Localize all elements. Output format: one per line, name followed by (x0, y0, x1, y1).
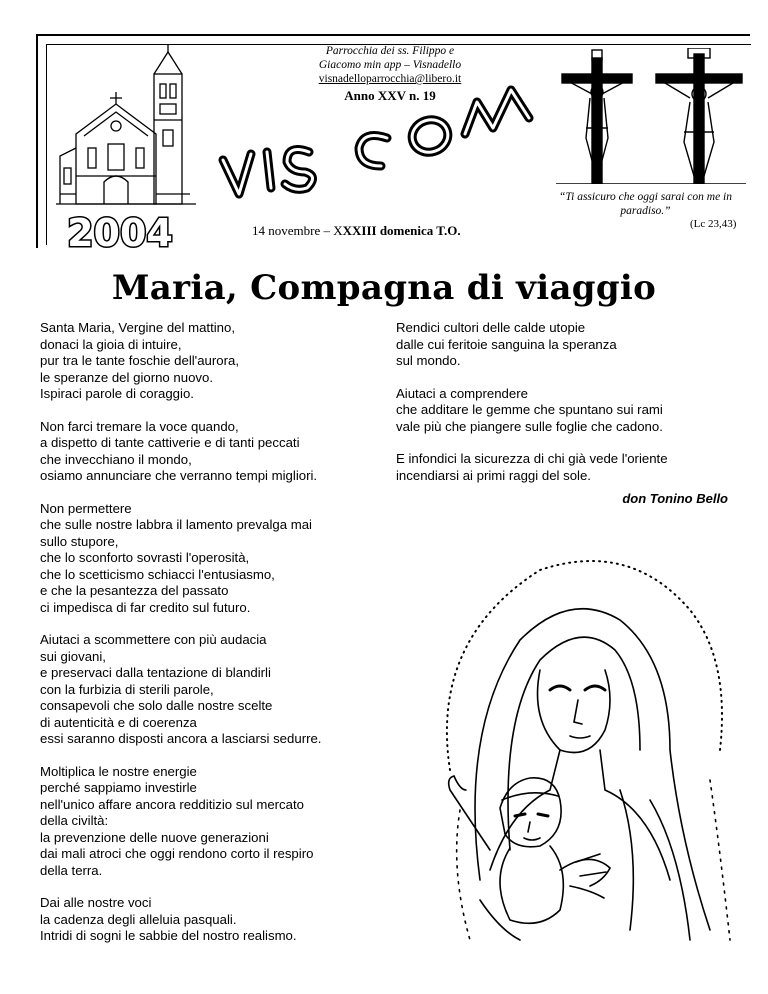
year-badge (60, 212, 180, 252)
date-prefix: 14 novembre – X (252, 223, 343, 238)
viscom-logo (215, 72, 555, 212)
stanza: Non permettere che sulle nostre labbra il lamento prevalga mai sullo stupore, che lo sconforto sovrasti l'operosità, che lo scetticismo schiacci l'entusiasmo, e che la pesantezza del passato ci impedisca di far credito sul futuro. (40, 500, 312, 615)
stanza: Rendici cultori delle calde utopie dalle cui feritoie sanguina la speranza sul mondo. (396, 320, 617, 368)
stanza: E infondici la sicurezza di chi già vede l'oriente incendiarsi ai primi raggi del sole. (396, 451, 668, 483)
left-column (40, 320, 380, 961)
stanza: Non farci tremare la voce quando, a dispetto di tante cattiverie e di tanti peccati che invecchiano il mondo, osiamo annunciare che verranno tempi migliori. (40, 418, 318, 483)
author-signature: don Tonino Bello (622, 491, 728, 506)
year-text: 2004 (67, 212, 173, 252)
madonna-illustration (390, 550, 740, 945)
bible-quote: “Ti assicuro che oggi sarai con me in paradiso.” (558, 191, 733, 217)
issue-date (252, 223, 461, 239)
crucifixion-illustration (556, 48, 746, 184)
stanza: Aiutaci a scommettere con più audacia sui giovani, e preservaci dalla tentazione di blandirli con la furbizia di sterili parole, consapevoli che solo dalle nostre scelte di autenticità e di coerenza essi saranno disposti ancora a lasciarsi sedurre. (40, 632, 322, 746)
parish-email: visnadelloparrocchia@libero.it (318, 73, 462, 85)
parish-line-1: Parrocchia dei ss. Filippo e (325, 45, 455, 57)
stanza: Dai alle nostre voci la cadenza degli alleluia pasquali. Intridi di sogni le sabbie del nostro realismo. (40, 895, 297, 943)
bible-quote-reference: (Lc 23,43) (690, 218, 737, 230)
stanza: Moltiplica le nostre energie perché sappiamo investirle nell'unico affare ancora redditizio sul mercato della civiltà: la prevenzione delle nuove generazioni dai mali atroci che oggi rendono corto il respiro della terra. (40, 763, 314, 878)
article-title: Maria, Compagna di viaggio (111, 268, 657, 308)
stanza: Aiutaci a comprendere che additare le gemme che spuntano sui rami vale più che piangere sulle foglie che cadono. (396, 385, 663, 434)
stanza: Santa Maria, Vergine del mattino, donaci la gioia di intuire, pur tra le tante foschie dell'aurora, le speranze del giorno nuovo. Ispiraci parole di coraggio. (40, 320, 239, 401)
date-sunday: XXIII domenica T.O. (342, 223, 461, 238)
right-column (396, 320, 736, 500)
parish-line-2: Giacomo min app – Visnadello (318, 59, 462, 71)
issue-number: Anno XXV n. 19 (344, 88, 436, 103)
church-illustration (56, 44, 196, 216)
